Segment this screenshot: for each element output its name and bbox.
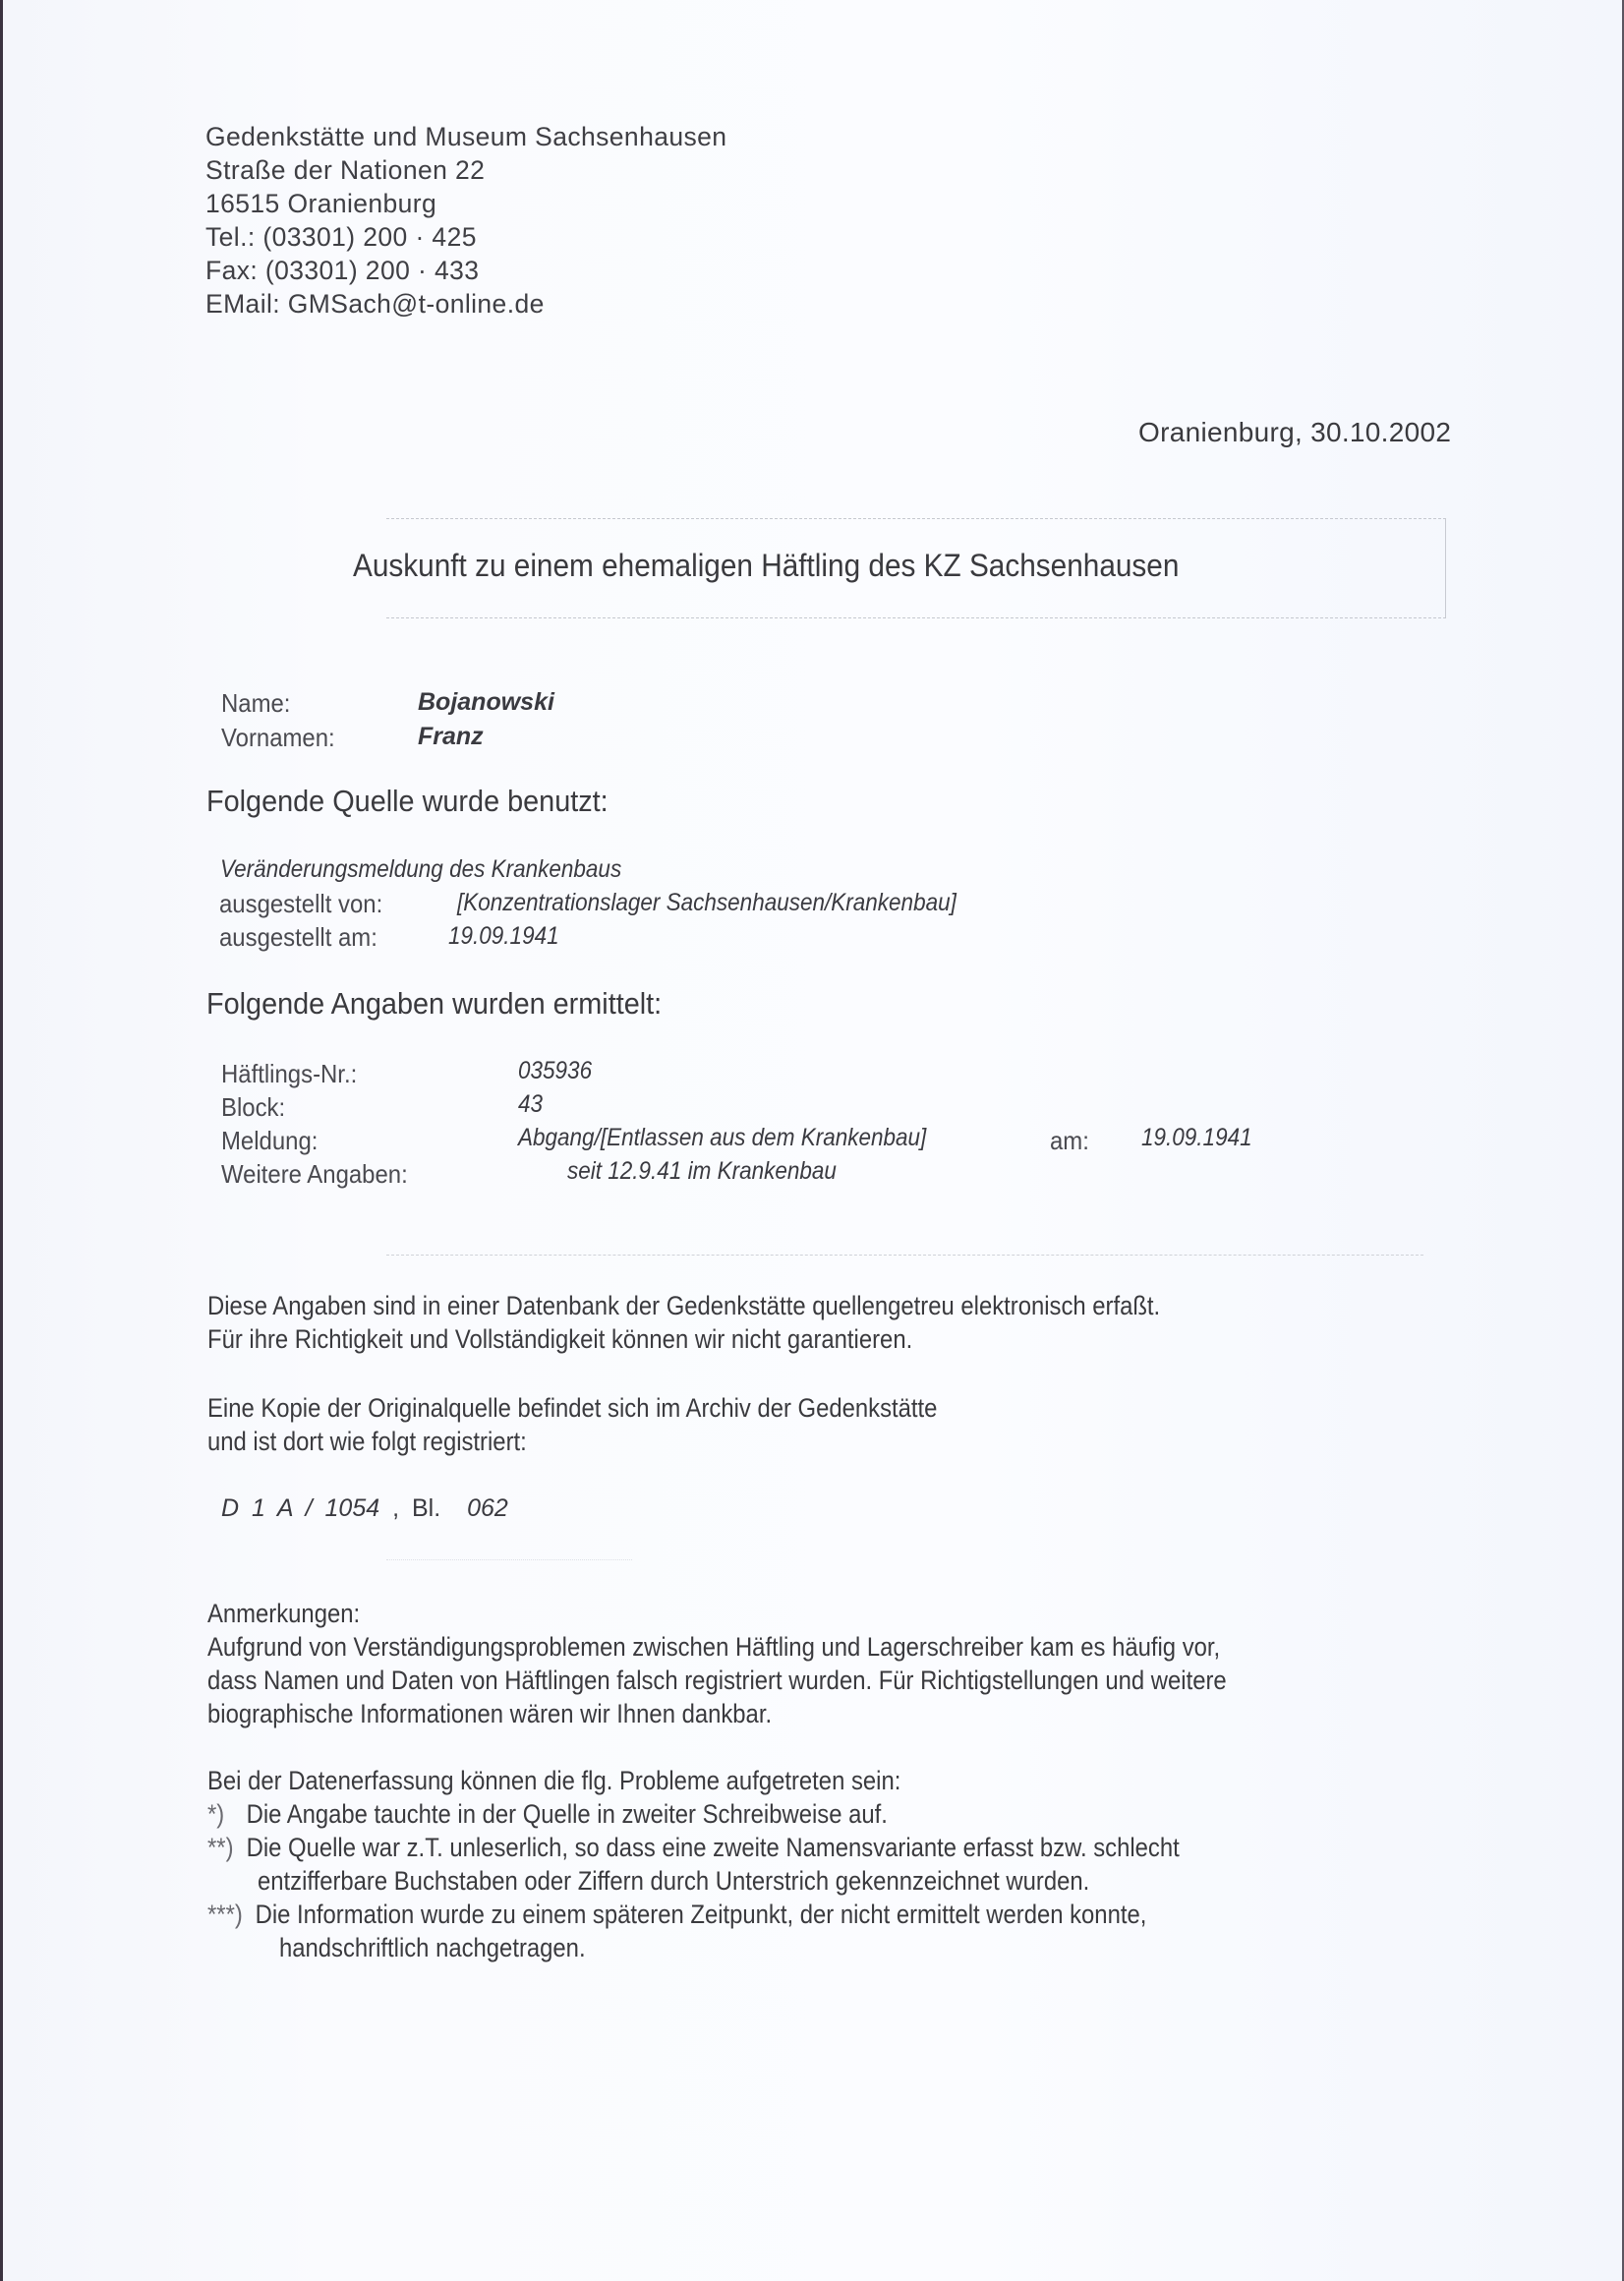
footnote-marker: ***) (207, 1900, 243, 1929)
sender-fax: Fax: (03301) 200 · 433 (205, 256, 480, 285)
sender-email: EMail: GMSach@t-online.de (205, 289, 545, 319)
problem-item-1 (207, 1799, 888, 1830)
sender-phone: Tel.: (03301) 200 · 425 (205, 222, 477, 252)
block-value: 43 (518, 1090, 544, 1118)
issued-by-label: ausgestellt von: (219, 889, 383, 918)
report-date-value: 19.09.1941 (1141, 1124, 1252, 1151)
source-heading: Folgende Quelle wurde benutzt: (206, 784, 609, 818)
problem-item-3 (207, 1900, 1146, 1930)
sheet-number: 062 (467, 1494, 508, 1522)
sheet-label: , Bl. (392, 1494, 441, 1522)
problem-item-3-text-1: Die Information wurde zu einem späteren Zeitpunkt, der nicht ermittelt werden konnte, (255, 1900, 1147, 1929)
further-info-value: seit 12.9.41 im Krankenbau (567, 1157, 837, 1185)
archive-signature: D 1 A / 1054 (221, 1494, 380, 1522)
sender-org: Gedenkstätte und Museum Sachsenhausen (205, 122, 727, 151)
issued-by-value: [Konzentrationslager Sachsenhausen/Krankenbau] (457, 889, 957, 916)
issued-on-value: 19.09.1941 (448, 922, 559, 950)
sender-city: 16515 Oranienburg (205, 189, 437, 218)
remarks-line-3: biographische Informationen wären wir Ihnen dankbar. (207, 1699, 773, 1728)
archive-reference (221, 1494, 508, 1523)
archive-line-2: und ist dort wie folgt registriert: (207, 1427, 527, 1456)
disclaimer-line-1: Diese Angaben sind in einer Datenbank der Gedenkstätte quellengetreu elektronisch erfaßt. (207, 1291, 1161, 1320)
archive-line-1: Eine Kopie der Originalquelle befindet sich im Archiv der Gedenkstätte (207, 1393, 938, 1423)
firstname-value: Franz (418, 723, 484, 750)
footnote-marker: **) (207, 1833, 234, 1862)
issued-on-label: ausgestellt am: (219, 922, 377, 952)
problem-item-3-text-2: handschriftlich nachgetragen. (279, 1933, 586, 1962)
prisoner-number-label: Häftlings-Nr.: (221, 1059, 358, 1088)
problem-item-1-text: Die Angabe tauchte in der Quelle in zweiter Schreibweise auf. (246, 1799, 888, 1829)
problem-item-2 (207, 1833, 1180, 1863)
further-info-label: Weitere Angaben: (221, 1159, 408, 1189)
remarks-line-2: dass Namen und Daten von Häftlingen falsch registriert wurden. Für Richtigstellungen und weitere (207, 1666, 1227, 1695)
source-document: Veränderungsmeldung des Krankenbaus (220, 855, 622, 883)
problem-item-2-text-1: Die Quelle war z.T. unleserlich, so dass eine zweite Namensvariante erfasst bzw. schlecht (246, 1833, 1180, 1862)
findings-heading: Folgende Angaben wurden ermittelt: (206, 986, 663, 1021)
prisoner-number-value: 035936 (518, 1057, 593, 1084)
problems-intro: Bei der Datenerfassung können die flg. Probleme aufgetreten sein: (207, 1766, 901, 1795)
report-value: Abgang/[Entlassen aus dem Krankenbau] (518, 1124, 927, 1151)
sender-street: Straße der Nationen 22 (205, 155, 486, 185)
letter-date: Oranienburg, 30.10.2002 (1138, 417, 1452, 447)
section-divider (386, 1255, 1423, 1256)
problem-item-2-text-2: entzifferbare Buchstaben oder Ziffern durch Unterstrich gekennzeichnet wurden. (258, 1866, 1090, 1896)
remarks-line-1: Aufgrund von Verständigungsproblemen zwischen Häftling und Lagerschreiber kam es häufig vor, (207, 1632, 1221, 1662)
sender-address (205, 120, 726, 321)
report-label: Meldung: (221, 1126, 319, 1155)
faint-divider (386, 1559, 632, 1560)
block-label: Block: (221, 1092, 286, 1122)
name-label: Name: (221, 688, 291, 718)
report-date-label: am: (1050, 1126, 1089, 1155)
disclaimer-line-2: Für ihre Richtigkeit und Vollständigkeit können wir nicht garantieren. (207, 1324, 913, 1354)
firstname-label: Vornamen: (221, 723, 335, 752)
remarks-heading: Anmerkungen: (207, 1599, 361, 1628)
name-value: Bojanowski (418, 688, 554, 716)
footnote-marker: *) (207, 1799, 225, 1829)
document-title: Auskunft zu einem ehemaligen Häftling des KZ Sachsenhausen (353, 548, 1180, 583)
